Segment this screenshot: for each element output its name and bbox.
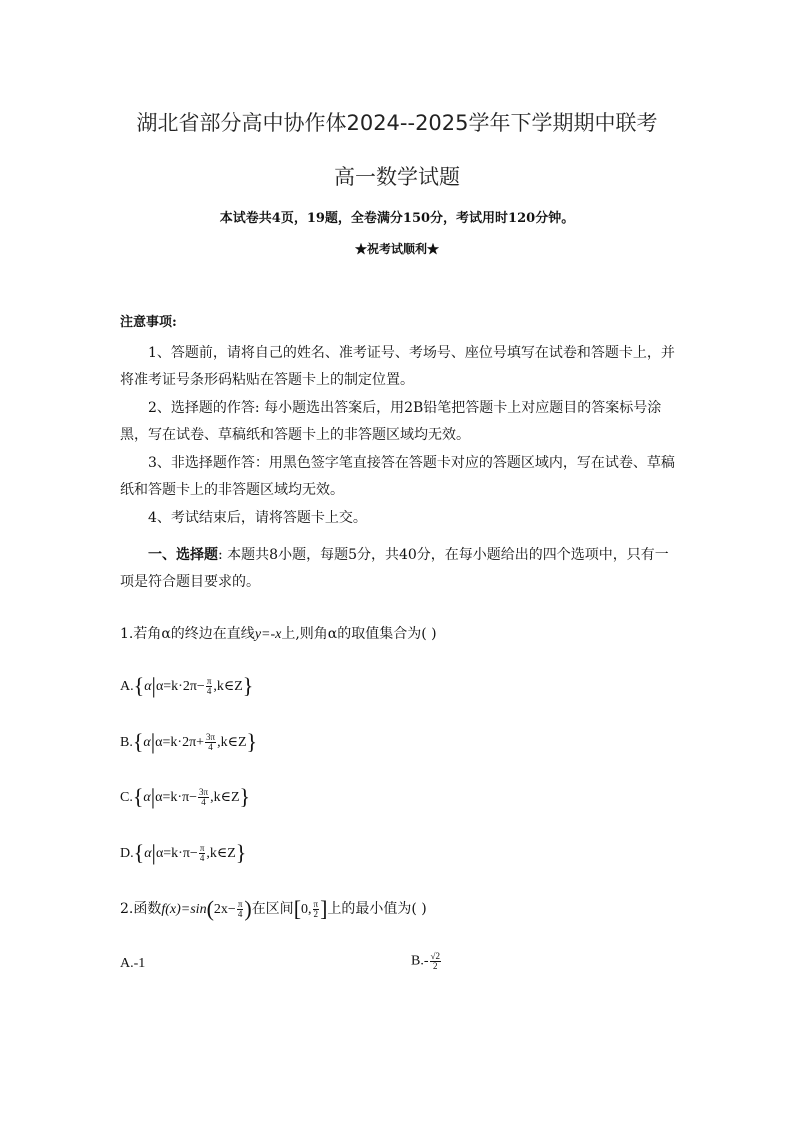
question-2-text-a: 2.函数: [120, 901, 162, 917]
fraction: $\frac{\pi}{4}$: [206, 676, 212, 697]
notice-item-4: 4、考试结束后，请将答题卡上交。: [148, 510, 367, 526]
fraction: $\frac{√2}{2}$: [430, 951, 440, 971]
option-label: B.: [120, 735, 133, 750]
question-2-option-b: [411, 952, 442, 971]
question-1-text-a: 1.若角α的终边在直线: [120, 626, 255, 642]
question-1-line-equation: y=-x: [254, 627, 282, 642]
option-expression-tail: ,k∈Z: [213, 679, 243, 694]
question-1-option-b: B.{α|α=k·2π+ $\frac{3\pi}{4}$ ,k∈Z}: [120, 729, 258, 754]
question-1-option-a: A.{α|α=k·2π− $\frac{\pi}{4}$ ,k∈Z}: [120, 673, 254, 698]
section-1-intro: [120, 542, 680, 596]
option-label: B.-: [411, 953, 429, 969]
notice-item-2: 2、选择题的作答: 每小题选出答案后，用2B铅笔把答题卡上对应题目的答案标号涂黑，写在试卷、草稿纸和答题卡上的非答题区域均无效。: [120, 400, 662, 443]
question-2-function: f(x)=sin: [161, 902, 207, 917]
question-2-option-a: A.-1: [120, 956, 146, 971]
question-1-option-d: D.{α|α=k·π− $\frac{\pi}{4}$ ,k∈Z}: [120, 840, 247, 865]
exam-subtitle: 高一数学试题: [334, 165, 460, 189]
question-2-interval: 0,: [301, 902, 312, 917]
question-1-stem: [120, 623, 437, 643]
fraction: $\frac{3\pi}{4}$: [206, 732, 216, 753]
option-expression-tail: ,k∈Z: [217, 735, 247, 750]
option-expression-tail: ,k∈Z: [206, 846, 236, 861]
question-2-text-b: 上的最小值为( ): [327, 901, 427, 917]
option-label: D.: [120, 846, 134, 861]
notice-item-3: 3、非选择题作答：用黑色签字笔直接答在答题卡对应的答题区域内，写在试卷、草稿纸和答题卡上的非答题区域均无效。: [120, 455, 675, 498]
fraction: $\frac{\pi}{4}$: [199, 843, 205, 864]
option-expression: α=k·2π+: [155, 735, 205, 750]
good-luck-note: ★祝考试顺利★: [354, 242, 439, 256]
section-1-description: : 本题共8小题，每题5分，共40分，在每小题给出的四个选项中，只有一项是符合题目要求的。: [120, 547, 669, 590]
question-2-argument: 2x−: [213, 902, 236, 917]
question-1-text-b: 上,则角α的取值集合为( ): [281, 626, 437, 642]
question-1-option-c: C.{α|α=k·π− $\frac{3\pi}{4}$ ,k∈Z}: [120, 784, 251, 809]
option-label: C.: [120, 790, 133, 805]
option-expression-tail: ,k∈Z: [210, 790, 240, 805]
fraction: $\frac{3\pi}{4}$: [199, 787, 209, 808]
question-2-stem: 2.函数f(x)=sin(2x− $\frac{\pi}{4}$ )在区间[0, $\frac{\pi}{2}$ ]上的最小值为( ): [120, 896, 427, 921]
option-expression: α=k·π−: [155, 790, 198, 805]
question-2-text-mid: 在区间: [251, 901, 294, 917]
exam-info: 本试卷共4页，19题，全卷满分150分，考试用时120分钟。: [219, 211, 575, 226]
notice-item-1: 1、答题前，请将自己的姓名、准考证号、考场号、座位号填写在试卷和答题卡上，并将准考证号条形码粘贴在答题卡上的制定位置。: [120, 345, 675, 388]
option-expression: α=k·2π−: [155, 679, 205, 694]
fraction: $\frac{\pi}{2}$: [313, 899, 319, 920]
exam-title: 湖北省部分高中协作体2024--2025学年下学期期中联考: [136, 111, 658, 135]
fraction: $\frac{\pi}{4}$: [237, 899, 243, 920]
option-expression: α=k·π−: [155, 846, 198, 861]
option-label: A.: [120, 679, 134, 694]
notice-heading: 注意事项:: [120, 315, 177, 330]
section-1-heading: 一、选择题: [148, 547, 218, 563]
